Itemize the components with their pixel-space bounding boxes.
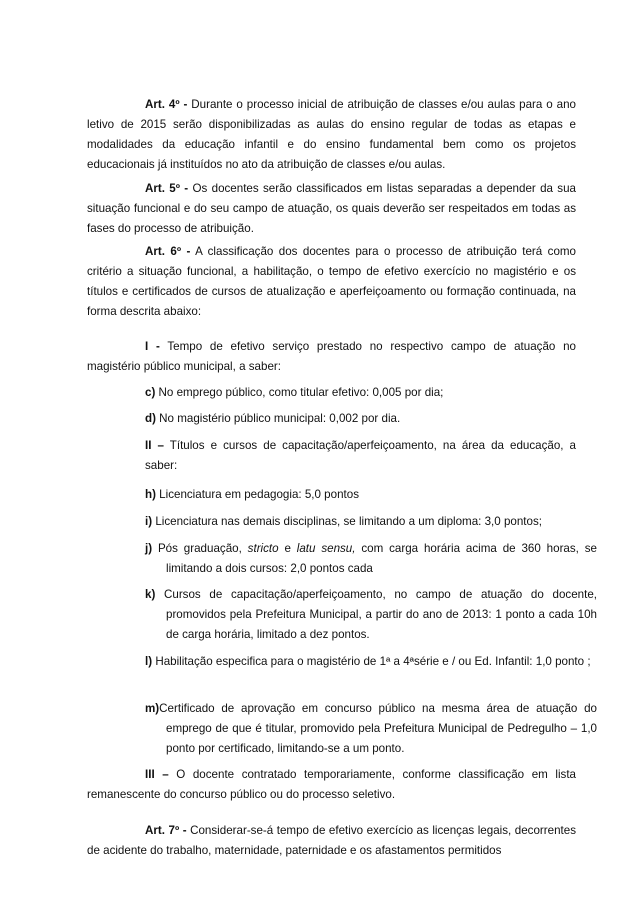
article-7 xyxy=(87,821,576,861)
item-text: Licenciatura em pedagogia: 5,0 pontos xyxy=(155,488,359,501)
item-label: I - xyxy=(145,340,160,353)
article-4 xyxy=(87,95,576,175)
item-label: i) xyxy=(145,515,153,528)
item-II xyxy=(145,436,576,476)
item-text-pre: Pós graduação, xyxy=(152,542,248,555)
item-text: No magistério público municipal: 0,002 por dia. xyxy=(155,412,401,425)
item-text-post: com carga horária acima de 360 horas, se limitando a dois cursos: 2,0 pontos cada xyxy=(166,542,597,575)
article-label: Art. 6º - xyxy=(145,245,191,258)
item-III xyxy=(87,765,576,805)
item-l xyxy=(145,652,597,672)
article-label: Art. 4º - xyxy=(145,98,188,111)
item-label: III – xyxy=(145,768,169,781)
item-c xyxy=(145,383,597,403)
item-label: II – xyxy=(145,439,164,452)
item-text-mid: e xyxy=(278,542,297,555)
item-j xyxy=(145,539,597,579)
item-label: k) xyxy=(145,588,156,601)
article-label: Art. 5º - xyxy=(145,182,189,195)
article-label: Art. 7º - xyxy=(145,824,187,837)
article-text: Durante o processo inicial de atribuição de classes e/ou aulas para o ano letivo de 2015 serão disponibilizadas as aulas do ensino regular de todas as etapas e modalidades da educação infantil e do ensino fundamental bem como os projetos educacionais já instituídos no ato da atribuição de classes e/ou aulas. xyxy=(87,98,576,171)
item-text: Cursos de capacitação/aperfeiçoamento, no campo de atuação do docente, promovidos pela Prefeitura Municipal, a partir do ano de 2013: 1 ponto a cada 10h de carga horária, limitado a dez pontos. xyxy=(155,588,597,641)
item-text: Habilitação especifica para o magistério de 1ª a 4ªsérie e / ou Ed. Infantil: 1,0 ponto ; xyxy=(152,655,591,668)
item-m xyxy=(145,699,597,759)
item-label: m) xyxy=(145,702,160,715)
item-d xyxy=(145,409,597,429)
item-I xyxy=(87,337,576,377)
item-text-italic-stricto: stricto xyxy=(247,542,279,555)
item-h xyxy=(145,485,597,505)
item-text: Títulos e cursos de capacitação/aperfeiçoamento, na área da educação, a saber: xyxy=(145,439,576,472)
item-text: No emprego público, como titular efetivo: 0,005 por dia; xyxy=(155,386,444,399)
item-label: h) xyxy=(145,488,156,501)
article-5 xyxy=(87,179,576,239)
item-text: Certificado de aprovação em concurso público na mesma área de atuação do emprego de que é titular, promovido pela Prefeitura Municipal de Pedregulho – 1,0 ponto por certificado, limitando-se a um ponto. xyxy=(159,702,597,755)
article-text: A classificação dos docentes para o processo de atribuição terá como critério a situação funcional, a habilitação, o tempo de efetivo exercício no magistério e os títulos e certificados de cursos de atualização e aperfeiçoamento ou formação continuada, na forma descrita abaixo: xyxy=(87,245,577,318)
article-text: Considerar-se-á tempo de efetivo exercício as licenças legais, decorrentes de acidente do trabalho, maternidade, paternidade e os afastamentos permitidos xyxy=(87,824,576,857)
item-text: Tempo de efetivo serviço prestado no respectivo campo de atuação no magistério público municipal, a saber: xyxy=(87,340,576,373)
item-label: l) xyxy=(145,655,153,668)
item-label: d) xyxy=(145,412,156,425)
item-text: O docente contratado temporariamente, conforme classificação em lista remanescente do concurso público ou do processo seletivo. xyxy=(87,768,576,801)
item-text-italic-latu: latu sensu, xyxy=(296,542,356,555)
item-text: Licenciatura nas demais disciplinas, se limitando a um diploma: 3,0 pontos; xyxy=(152,515,542,528)
item-label: j) xyxy=(145,542,153,555)
article-text: Os docentes serão classificados em listas separadas a depender da sua situação funcional e do seu campo de atuação, os quais deverão ser respeitados em todas as fases do processo de atribuição. xyxy=(87,182,576,235)
item-label: c) xyxy=(145,386,156,399)
item-i xyxy=(145,512,597,532)
article-6 xyxy=(87,242,576,322)
item-k xyxy=(145,585,597,645)
